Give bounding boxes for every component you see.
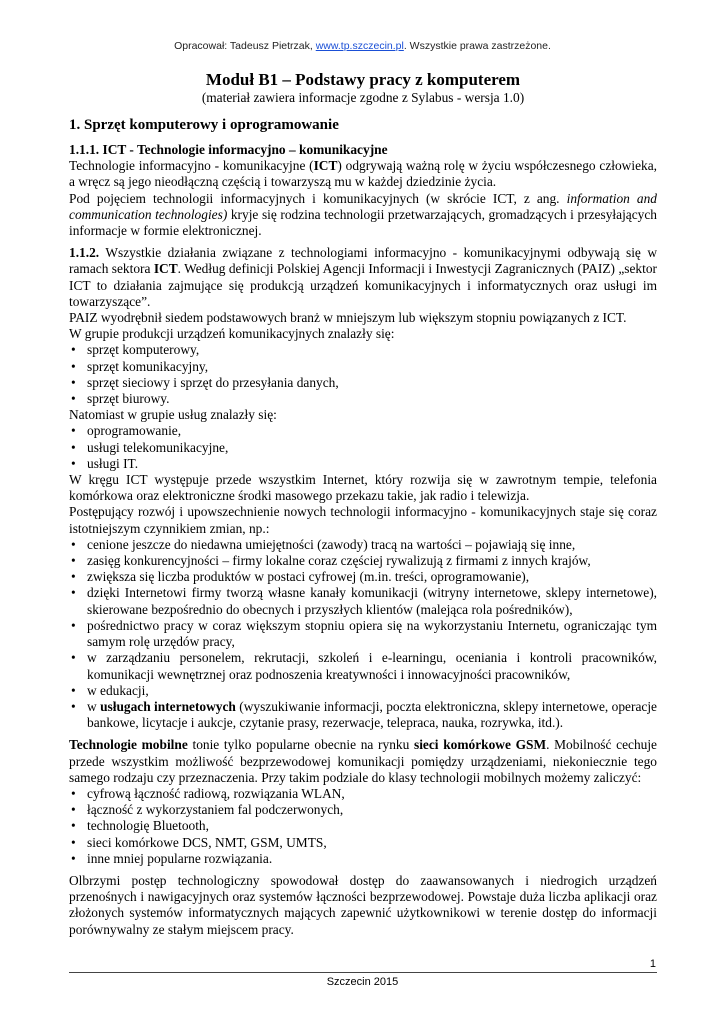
list-item: • w usługach internetowych (wyszukiwanie informacji, poczta elektroniczna, sklepy internetowe, operacje bankowe, licytacje i aukcje, czytanie prasy, rezerwacje, telepraca, nauka, rozrywka, itd.).: [69, 699, 657, 731]
subsection-heading: 1.1.1. ICT - Technologie informacyjno – komunikacyjne: [69, 142, 388, 157]
page-footer: Szczecin 2015: [326, 976, 399, 988]
list-item: • zwiększa się liczba produktów w postaci cyfrowej (m.in. treści, oprogramowanie),: [69, 569, 657, 585]
paragraph: Pod pojęciem technologii informacyjnych i komunikacyjnych (w skrócie ICT, z ang. information and communication technologies) kryje się rodzina technologii przetwarzających, gromadzących i przesyłających informacje w formie elektronicznej.: [69, 190, 658, 239]
paragraph: 1.1.2. Wszystkie działania związane z technologiami informacyjno - komunikacyjnymi odbywają się w ramach sektora ICT. Według definicji Polskiej Agencji Informacji i Inwestycji Zagranicznych (PAIZ) „sektor ICT to działania zajmujące się produkcją urządzeń komunikacyjnych i informatycznych oraz usługi im towarzyszące”.: [69, 245, 658, 309]
list-item: • cenione jeszcze do niedawna umiejętności (zawody) tracą na wartości – pojawiają się inne,: [69, 537, 657, 553]
footer-divider: [69, 972, 657, 973]
document-body: [69, 70, 657, 938]
list-item: • zasięg konkurencyjności – firmy lokalne coraz częściej rywalizują z firmami z innych krajów,: [69, 553, 657, 569]
list-item: • sprzęt biurowy.: [69, 391, 657, 407]
list-item: • sprzęt sieciowy i sprzęt do przesyłania danych,: [69, 375, 657, 391]
list-item: • technologię Bluetooth,: [69, 818, 657, 834]
list-item: • łączność z wykorzystaniem fal podczerwonych,: [69, 802, 657, 818]
list-item: • cyfrową łączność radiową, rozwiązania WLAN,: [69, 786, 657, 802]
list-item: • usługi IT.: [69, 456, 657, 472]
list-item: • w zarządzaniu personelem, rekrutacji, szkoleń i e-learningu, oceniania i kontroli pracowników, komunikacji wewnętrznej oraz podnoszenia kreatywności i innowacyjności pracowników,: [69, 650, 657, 682]
header-rights: . Wszystkie prawa zastrzeżone.: [403, 40, 551, 52]
paragraph: W kręgu ICT występuje przede wszystkim Internet, który rozwija się w zawrotnym tempie, telefonia komórkowa oraz elektroniczne środki masowego przekazu takie, jak radio i telewizja.: [69, 472, 657, 504]
document-title: Moduł B1 – Podstawy pracy z komputerem: [205, 70, 521, 89]
paragraph: PAIZ wyodrębnił siedem podstawowych branż w mniejszym lub większym stopniu powiązanych z ICT.: [69, 310, 627, 326]
list-item: • w edukacji,: [69, 683, 657, 699]
bullet-list: [69, 342, 657, 407]
list-item: • sieci komórkowe DCS, NMT, GSM, UMTS,: [69, 835, 657, 851]
list-item: • usługi telekomunikacyjne,: [69, 440, 657, 456]
paragraph: Postępujący rozwój i upowszechnienie nowych technologii informacyjno - komunikacyjnych staje się coraz istotniejszym czynnikiem zmian, np.:: [69, 504, 657, 536]
paragraph: W grupie produkcji urządzeń komunikacyjnych znalazły się:: [69, 326, 395, 342]
header-link[interactable]: www.tp.szczecin.pl: [315, 40, 404, 52]
list-item: • sprzęt komputerowy,: [69, 342, 657, 358]
section-heading: 1. Sprzęt komputerowy i oprogramowanie: [69, 117, 339, 133]
page-header: [0, 40, 725, 52]
paragraph: Natomiast w grupie usług znalazły się:: [69, 407, 277, 423]
bullet-list: [69, 537, 657, 731]
page-number: 1: [649, 958, 656, 970]
bullet-list: [69, 423, 657, 472]
bullet-list: [69, 786, 657, 867]
list-item: • pośrednictwo pracy w coraz większym stopniu opiera się na wykorzystaniu Internetu, ograniczając tym samym rolę urzędów pracy,: [69, 618, 657, 650]
paragraph: Technologie informacyjno - komunikacyjne (ICT) odgrywają ważną rolę w życiu współczesnego człowieka, a wręcz są jego nieodłączną częścią i towarzyszą mu w każdej dziedzinie życia.: [69, 158, 657, 190]
list-item: • oprogramowanie,: [69, 423, 657, 439]
list-item: • sprzęt komunikacyjny,: [69, 359, 657, 375]
list-item: • dzięki Internetowi firmy tworzą własne kanały komunikacji (witryny internetowe, sklepy internetowe), skierowane bezpośrednio do obecnych i przyszłych klientów (malejąca rola pośredników),: [69, 585, 657, 617]
paragraph: Olbrzymi postęp technologiczny spowodował dostęp do zaawansowanych i niedrogich urządzeń przenośnych i nawigacyjnych oraz systemów łączności bezprzewodowej. Powstaje duża liczba aplikacji oraz złożonych systemów informatycznych mających zapewnić użytkownikowi w terenie dostęp do informacji porównywalny ze stałym miejscem pracy.: [69, 872, 657, 937]
header-author: Opracował: Tadeusz Pietrzak,: [174, 40, 316, 52]
paragraph: Technologie mobilne tonie tylko popularne obecnie na rynku sieci komórkowe GSM. Mobilność cechuje przede wszystkim możliwość bezprzewodowej komunikacji pomiędzy urządzeniami, niekoniecznie tego samego rodzaju czy przeznaczenia. Przy takim podziale do klasy technologii mobilnych możemy zaliczyć:: [69, 737, 658, 785]
document-subtitle: (materiał zawiera informacje zgodne z Sylabus - wersja 1.0): [201, 90, 525, 105]
list-item: • inne mniej popularne rozwiązania.: [69, 851, 657, 867]
